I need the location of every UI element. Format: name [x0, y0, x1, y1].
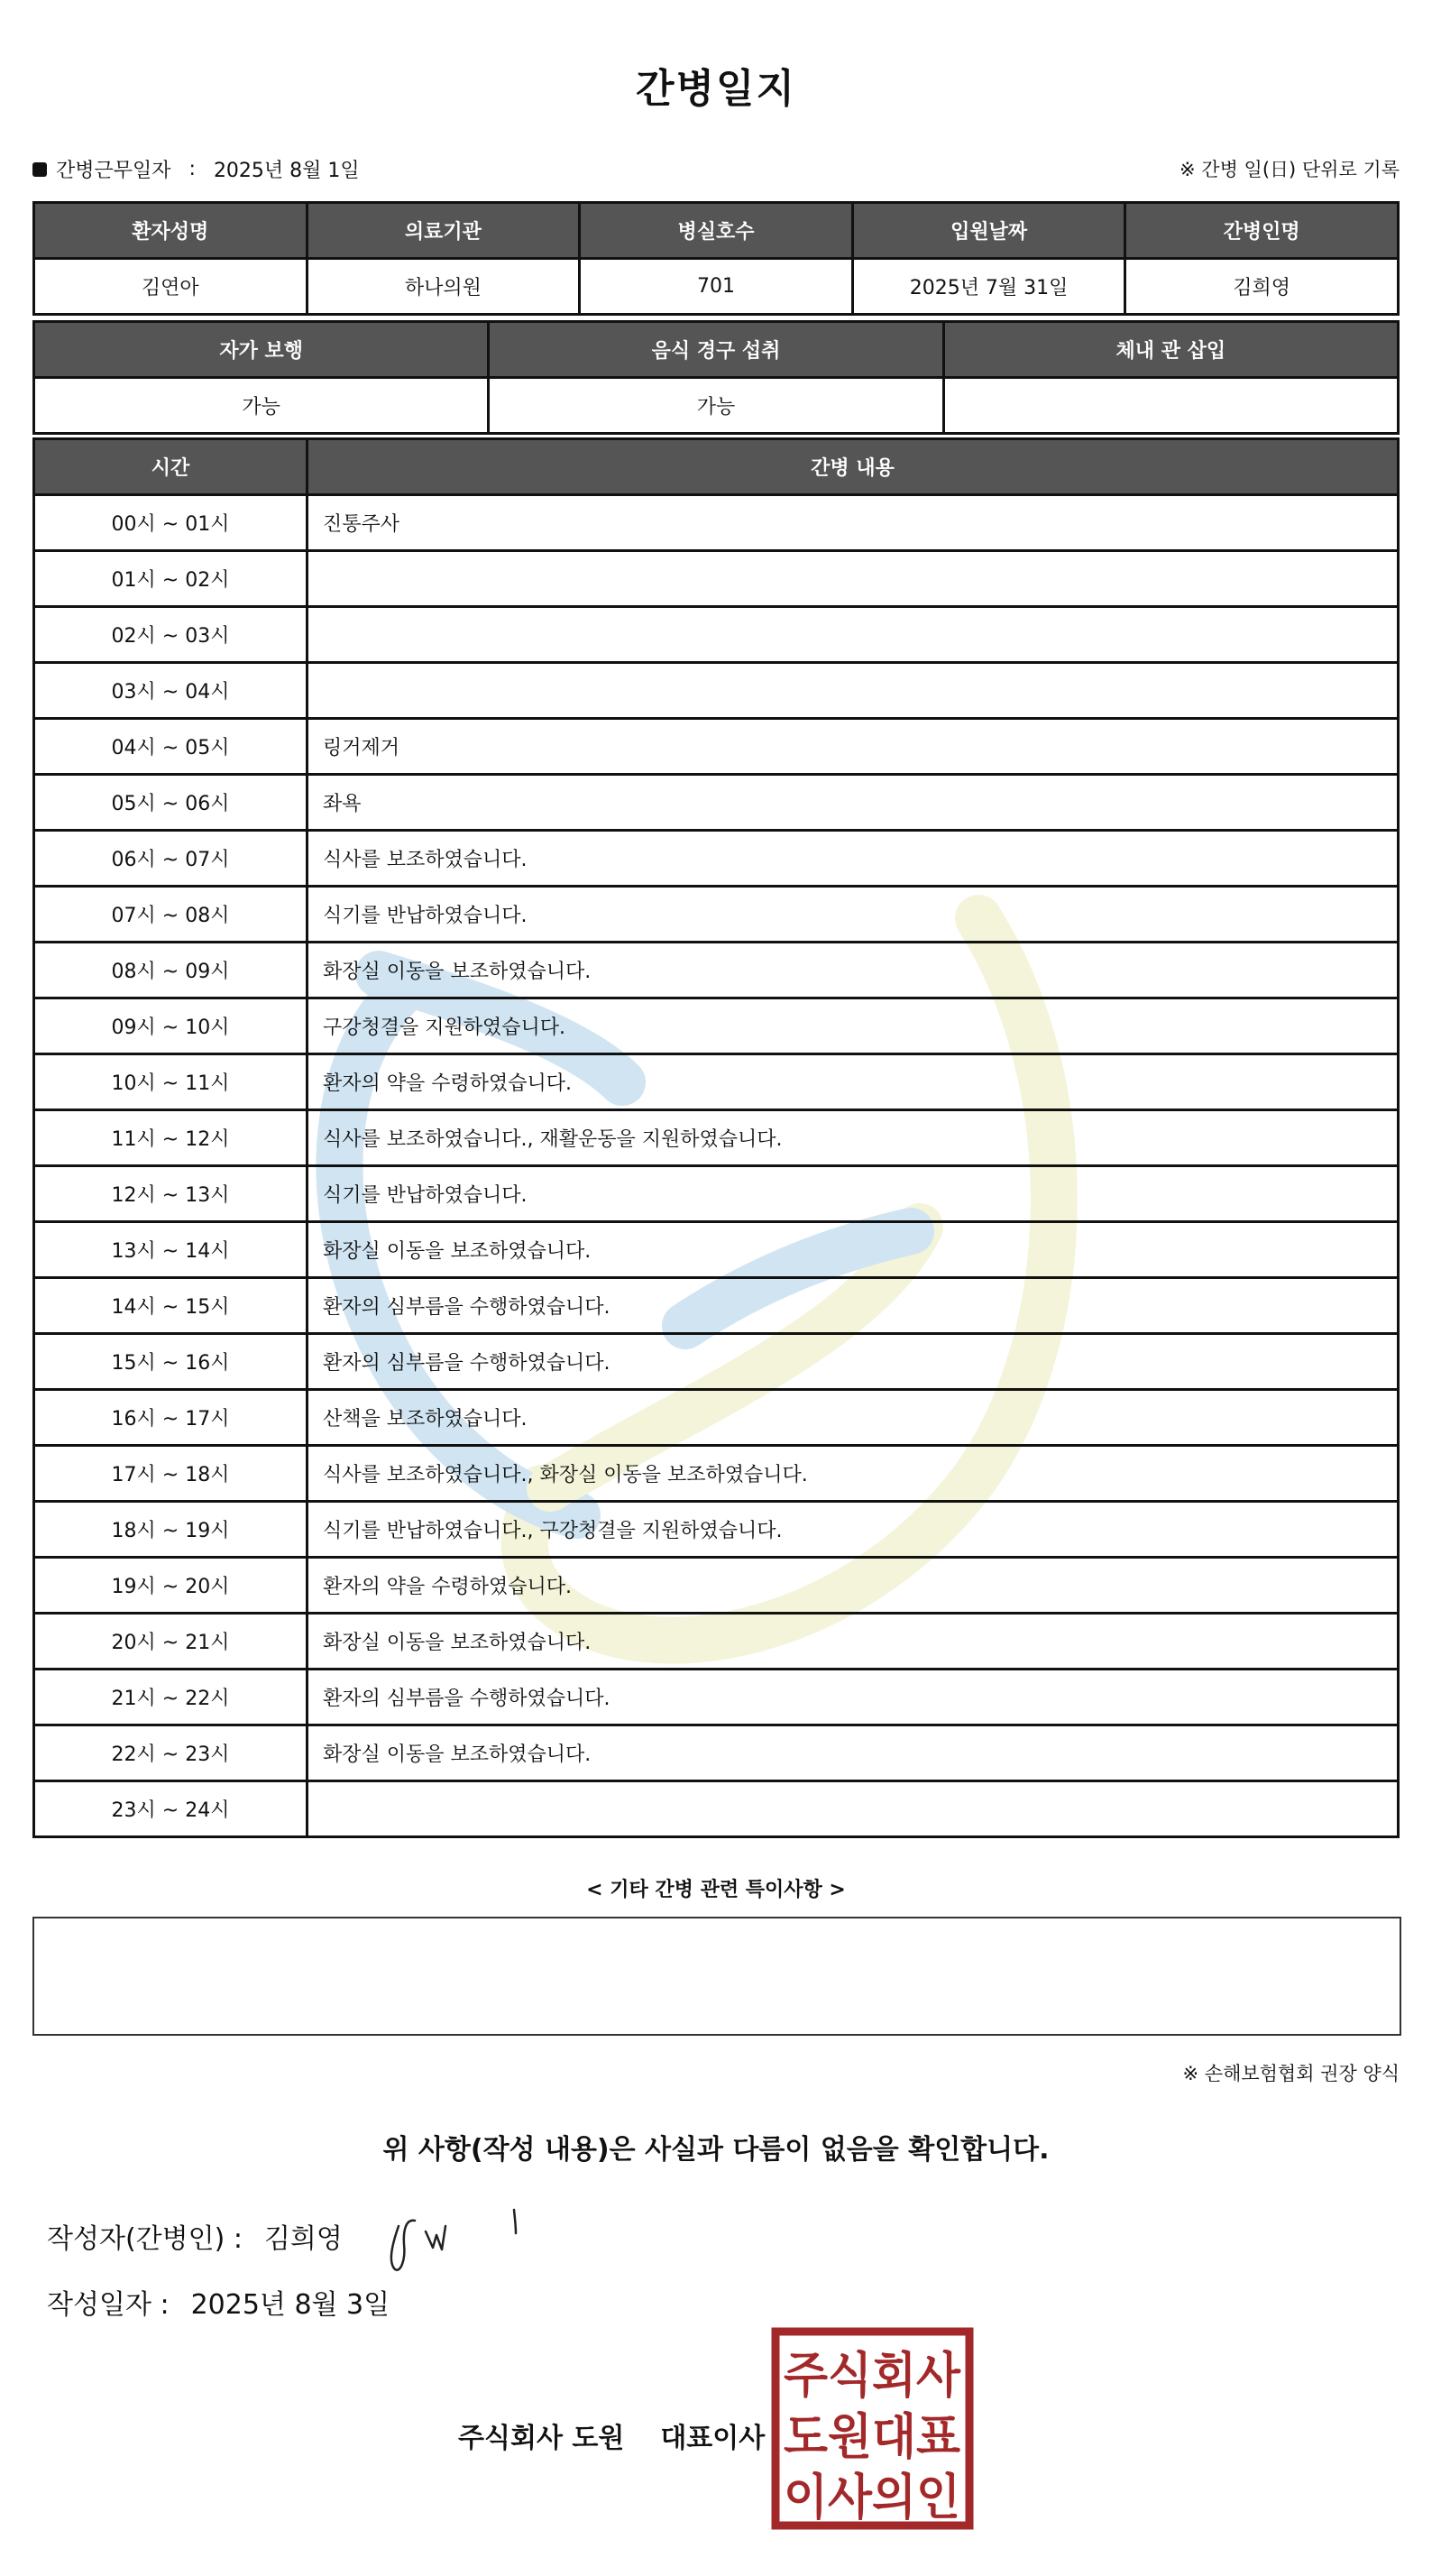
header-self-walking: 자가 보행 — [34, 322, 489, 378]
recommendation-note: ※ 손해보험협회 권장 양식 — [1182, 2063, 1400, 2084]
time-cell: 17시 ~ 18시 — [34, 1446, 308, 1502]
record-unit-note: ※ 간병 일(日) 단위로 기록 — [1180, 159, 1400, 180]
work-date-value: 2025년 8월 1일 — [213, 160, 360, 182]
time-cell: 06시 ~ 07시 — [34, 831, 308, 887]
time-cell: 10시 ~ 11시 — [34, 1054, 308, 1110]
table-row — [34, 1110, 1399, 1166]
written-date-row — [47, 2282, 390, 2322]
header-caregiver: 간병인명 — [1125, 203, 1399, 259]
header-patient-name: 환자성명 — [34, 203, 308, 259]
table-row — [34, 663, 1399, 719]
company-seal — [771, 2327, 974, 2530]
time-cell: 21시 ~ 22시 — [34, 1670, 308, 1725]
care-content-cell: 식기를 반납하였습니다. — [308, 887, 1399, 943]
table-row — [34, 1390, 1399, 1446]
header-care-content: 간병 내용 — [308, 439, 1399, 495]
time-cell: 12시 ~ 13시 — [34, 1166, 308, 1222]
care-content-cell — [308, 607, 1399, 663]
table-row — [34, 1725, 1399, 1781]
time-cell: 04시 ~ 05시 — [34, 719, 308, 775]
header-room: 병실호수 — [580, 203, 853, 259]
admission-date-cell: 2025년 7월 31일 — [852, 259, 1125, 315]
header-oral-intake: 음식 경구 섭취 — [489, 322, 943, 378]
seal-line-1: 주식회사 — [784, 2347, 961, 2404]
table-row — [34, 1781, 1399, 1837]
table-row — [34, 1334, 1399, 1390]
time-cell: 03시 ~ 04시 — [34, 663, 308, 719]
time-cell: 02시 ~ 03시 — [34, 607, 308, 663]
table-row — [34, 1670, 1399, 1725]
company-title: 대표이사 — [660, 2423, 766, 2454]
work-date-separator: : — [188, 158, 196, 180]
header-tube-insertion: 체내 관 삽입 — [943, 322, 1398, 378]
table-row — [34, 1558, 1399, 1614]
table-row — [34, 1502, 1399, 1558]
table-row — [34, 495, 1399, 551]
care-content-cell: 좌욕 — [308, 775, 1399, 831]
time-cell: 09시 ~ 10시 — [34, 998, 308, 1054]
time-cell: 13시 ~ 14시 — [34, 1222, 308, 1278]
hospital-cell: 하나의원 — [307, 259, 580, 315]
care-content-cell: 식사를 보조하였습니다. — [308, 831, 1399, 887]
time-cell: 08시 ~ 09시 — [34, 943, 308, 998]
table-row — [34, 1614, 1399, 1670]
care-content-cell — [308, 1781, 1399, 1837]
care-content-cell: 화장실 이동을 보조하였습니다. — [308, 1725, 1399, 1781]
care-content-cell: 화장실 이동을 보조하였습니다. — [308, 1222, 1399, 1278]
table-row — [34, 1446, 1399, 1502]
writer-name: 김희영 — [263, 2223, 343, 2255]
table-row — [34, 887, 1399, 943]
care-content-cell: 환자의 심부름을 수행하였습니다. — [308, 1278, 1399, 1334]
care-content-cell: 화장실 이동을 보조하였습니다. — [308, 1614, 1399, 1670]
patient-name-cell: 김연아 — [34, 259, 308, 315]
header-admission-date: 입원날짜 — [852, 203, 1125, 259]
care-content-cell: 산책을 보조하였습니다. — [308, 1390, 1399, 1446]
care-content-cell: 환자의 약을 수령하였습니다. — [308, 1558, 1399, 1614]
table-row — [34, 1278, 1399, 1334]
care-content-cell: 구강청결을 지원하였습니다. — [308, 998, 1399, 1054]
table-row — [34, 607, 1399, 663]
care-content-cell: 식사를 보조하였습니다., 재활운동을 지원하였습니다. — [308, 1110, 1399, 1166]
care-content-cell: 식사를 보조하였습니다., 화장실 이동을 보조하였습니다. — [308, 1446, 1399, 1502]
time-cell: 18시 ~ 19시 — [34, 1502, 308, 1558]
room-cell: 701 — [580, 259, 853, 315]
work-date-row — [32, 155, 360, 183]
time-cell: 16시 ~ 17시 — [34, 1390, 308, 1446]
header-hospital: 의료기관 — [307, 203, 580, 259]
written-date-value: 2025년 8월 3일 — [190, 2289, 390, 2321]
time-cell: 22시 ~ 23시 — [34, 1725, 308, 1781]
square-bullet-icon — [32, 162, 47, 177]
care-content-cell: 식기를 반납하였습니다. — [308, 1166, 1399, 1222]
self-walking-cell: 가능 — [34, 378, 489, 434]
care-content-cell: 식기를 반납하였습니다., 구강청결을 지원하였습니다. — [308, 1502, 1399, 1558]
care-content-cell — [308, 663, 1399, 719]
care-content-cell: 환자의 심부름을 수행하였습니다. — [308, 1670, 1399, 1725]
care-content-cell: 환자의 약을 수령하였습니다. — [308, 1054, 1399, 1110]
time-cell: 14시 ~ 15시 — [34, 1278, 308, 1334]
table-row — [34, 551, 1399, 607]
care-content-cell: 화장실 이동을 보조하였습니다. — [308, 943, 1399, 998]
time-cell: 15시 ~ 16시 — [34, 1334, 308, 1390]
care-log-table — [32, 437, 1400, 1838]
header-time: 시간 — [34, 439, 308, 495]
handwritten-signature — [379, 2190, 541, 2280]
time-cell: 11시 ~ 12시 — [34, 1110, 308, 1166]
table-row — [34, 775, 1399, 831]
table-row — [34, 719, 1399, 775]
company-name: 주식회사 도원 — [458, 2423, 625, 2454]
writer-label: 작성자(간병인) : — [47, 2223, 243, 2255]
table-row — [34, 1166, 1399, 1222]
table-row — [34, 1054, 1399, 1110]
care-content-cell: 환자의 심부름을 수행하였습니다. — [308, 1334, 1399, 1390]
table-row — [34, 1222, 1399, 1278]
time-cell: 20시 ~ 21시 — [34, 1614, 308, 1670]
care-content-cell — [308, 551, 1399, 607]
time-cell: 23시 ~ 24시 — [34, 1781, 308, 1837]
page-title: 간병일지 — [635, 66, 796, 112]
written-date-label: 작성일자 : — [47, 2289, 170, 2321]
table-row — [34, 998, 1399, 1054]
writer-row — [47, 2216, 343, 2256]
time-cell: 00시 ~ 01시 — [34, 495, 308, 551]
table-row — [34, 943, 1399, 998]
time-cell: 05시 ~ 06시 — [34, 775, 308, 831]
time-cell: 07시 ~ 08시 — [34, 887, 308, 943]
notes-title: < 기타 간병 관련 특이사항 > — [586, 1879, 846, 1901]
care-content-cell: 진통주사 — [308, 495, 1399, 551]
work-date-label: 간병근무일자 — [56, 160, 171, 182]
ability-table — [32, 320, 1400, 435]
seal-line-3: 이사의인 — [784, 2469, 960, 2525]
confirmation-statement: 위 사항(작성 내용)은 사실과 다름이 없음을 확인합니다. — [382, 2134, 1050, 2166]
caregiver-cell: 김희영 — [1125, 259, 1399, 315]
time-cell: 19시 ~ 20시 — [34, 1558, 308, 1614]
notes-box — [32, 1917, 1401, 2036]
care-content-cell: 링거제거 — [308, 719, 1399, 775]
tube-insertion-cell — [943, 378, 1398, 434]
time-cell: 01시 ~ 02시 — [34, 551, 308, 607]
table-row — [34, 831, 1399, 887]
patient-info-table — [32, 201, 1400, 316]
seal-line-2: 도원대표 — [784, 2408, 960, 2465]
oral-intake-cell: 가능 — [489, 378, 943, 434]
company-row — [458, 2415, 765, 2455]
